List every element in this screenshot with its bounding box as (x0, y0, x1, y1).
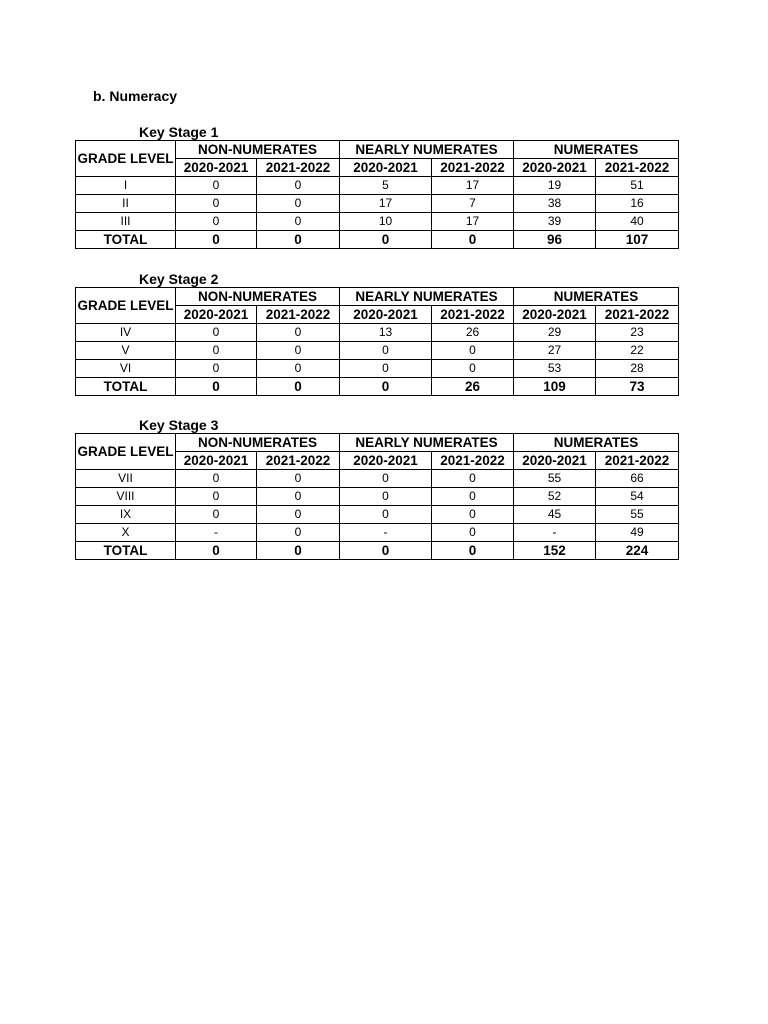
year-header: 2020-2021 (176, 159, 257, 177)
table-cell: 0 (257, 342, 340, 360)
table-row (76, 488, 679, 506)
grade-cell: X (76, 524, 176, 542)
grade-cell: V (76, 342, 176, 360)
table-cell: 45 (514, 506, 596, 524)
grade-level-header: GRADE LEVEL (76, 434, 176, 470)
table-row (76, 524, 679, 542)
table-cell: 0 (257, 177, 340, 195)
year-header: 2020-2021 (176, 306, 257, 324)
table-cell: 28 (596, 360, 679, 378)
table-cell: 0 (257, 488, 340, 506)
table-cell: 17 (432, 177, 514, 195)
table-cell: 0 (257, 506, 340, 524)
year-header: 2021-2022 (596, 306, 679, 324)
stage-label: Key Stage 2 (139, 271, 219, 287)
total-cell: 224 (596, 542, 679, 560)
total-label: TOTAL (76, 542, 176, 560)
year-header: 2021-2022 (257, 452, 340, 470)
total-cell: 96 (514, 231, 596, 249)
grade-cell: III (76, 213, 176, 231)
table-cell: 17 (432, 213, 514, 231)
non-numerates-header: NON-NUMERATES (176, 141, 340, 159)
table-row (76, 506, 679, 524)
table-row (76, 177, 679, 195)
table-cell: 0 (432, 360, 514, 378)
table-cell: 17 (340, 195, 432, 213)
table-cell: 0 (432, 524, 514, 542)
total-label: TOTAL (76, 378, 176, 396)
grade-cell: VIII (76, 488, 176, 506)
table-cell: 55 (596, 506, 679, 524)
table-cell: 38 (514, 195, 596, 213)
non-numerates-header: NON-NUMERATES (176, 288, 340, 306)
total-cell: 0 (176, 378, 257, 396)
table-cell: 29 (514, 324, 596, 342)
total-cell: 26 (432, 378, 514, 396)
total-cell: 0 (340, 378, 432, 396)
table-cell: 10 (340, 213, 432, 231)
numerates-header: NUMERATES (514, 288, 679, 306)
year-header: 2021-2022 (257, 159, 340, 177)
table-cell: - (514, 524, 596, 542)
numerates-header: NUMERATES (514, 141, 679, 159)
key-stage-2-table (75, 287, 679, 396)
total-cell: 0 (340, 231, 432, 249)
table-cell: 54 (596, 488, 679, 506)
total-cell: 152 (514, 542, 596, 560)
table-cell: 22 (596, 342, 679, 360)
table-cell: 26 (432, 324, 514, 342)
table-cell: 0 (257, 524, 340, 542)
table-cell: 0 (176, 506, 257, 524)
table-cell: 0 (340, 342, 432, 360)
table-cell: 0 (257, 195, 340, 213)
total-cell: 73 (596, 378, 679, 396)
table-cell: 0 (340, 360, 432, 378)
total-cell: 0 (176, 542, 257, 560)
table-row (76, 360, 679, 378)
table-row (76, 470, 679, 488)
table-cell: 0 (176, 195, 257, 213)
stage-label: Key Stage 1 (139, 124, 219, 140)
table-cell: 0 (432, 342, 514, 360)
year-header: 2021-2022 (257, 306, 340, 324)
total-cell: 0 (257, 378, 340, 396)
table-cell: 0 (432, 470, 514, 488)
grade-cell: I (76, 177, 176, 195)
total-cell: 0 (257, 542, 340, 560)
table-cell: 55 (514, 470, 596, 488)
table-cell: - (176, 524, 257, 542)
total-cell: 0 (257, 231, 340, 249)
table-cell: 0 (432, 488, 514, 506)
nearly-numerates-header: NEARLY NUMERATES (340, 434, 514, 452)
grade-cell: VII (76, 470, 176, 488)
year-header: 2020-2021 (340, 452, 432, 470)
table-row (76, 324, 679, 342)
total-cell: 0 (432, 542, 514, 560)
table-cell: 0 (257, 360, 340, 378)
table-cell: 53 (514, 360, 596, 378)
total-label: TOTAL (76, 231, 176, 249)
year-header: 2021-2022 (596, 452, 679, 470)
section-title: b. Numeracy (93, 88, 178, 104)
grade-cell: VI (76, 360, 176, 378)
table-cell: 52 (514, 488, 596, 506)
grade-level-header: GRADE LEVEL (76, 288, 176, 324)
total-cell: 0 (432, 231, 514, 249)
table-cell: 0 (176, 488, 257, 506)
year-header: 2021-2022 (596, 159, 679, 177)
table-cell: 5 (340, 177, 432, 195)
table-cell: 13 (340, 324, 432, 342)
numerates-header: NUMERATES (514, 434, 679, 452)
table-cell: 7 (432, 195, 514, 213)
grade-cell: IX (76, 506, 176, 524)
table-cell: 27 (514, 342, 596, 360)
table-row (76, 342, 679, 360)
non-numerates-header: NON-NUMERATES (176, 434, 340, 452)
total-cell: 107 (596, 231, 679, 249)
nearly-numerates-header: NEARLY NUMERATES (340, 288, 514, 306)
year-header: 2020-2021 (514, 159, 596, 177)
table-cell: 0 (176, 342, 257, 360)
table-row (76, 213, 679, 231)
grade-level-header: GRADE LEVEL (76, 141, 176, 177)
table-cell: 40 (596, 213, 679, 231)
table-cell: 0 (176, 213, 257, 231)
year-header: 2020-2021 (340, 306, 432, 324)
table-cell: 0 (257, 470, 340, 488)
total-cell: 0 (340, 542, 432, 560)
key-stage-3-table (75, 433, 679, 560)
total-row (76, 542, 679, 560)
table-cell: 0 (340, 506, 432, 524)
table-cell: 0 (176, 177, 257, 195)
key-stage-1-table (75, 140, 679, 249)
year-header: 2020-2021 (340, 159, 432, 177)
table-cell: 23 (596, 324, 679, 342)
table-row (76, 195, 679, 213)
table-cell: 0 (257, 213, 340, 231)
total-cell: 0 (176, 231, 257, 249)
table-cell: 19 (514, 177, 596, 195)
table-cell: 0 (176, 470, 257, 488)
year-header: 2021-2022 (432, 159, 514, 177)
year-header: 2020-2021 (514, 452, 596, 470)
key-stage-1-block (75, 124, 678, 249)
year-header: 2021-2022 (432, 306, 514, 324)
nearly-numerates-header: NEARLY NUMERATES (340, 141, 514, 159)
year-header: 2020-2021 (514, 306, 596, 324)
grade-cell: II (76, 195, 176, 213)
table-cell: 0 (340, 488, 432, 506)
table-cell: - (340, 524, 432, 542)
table-cell: 51 (596, 177, 679, 195)
key-stage-2-block (75, 271, 678, 396)
year-header: 2020-2021 (176, 452, 257, 470)
total-row (76, 231, 679, 249)
table-cell: 0 (257, 324, 340, 342)
key-stage-3-block (75, 417, 678, 560)
table-cell: 0 (340, 470, 432, 488)
stage-label: Key Stage 3 (139, 417, 219, 433)
total-cell: 109 (514, 378, 596, 396)
table-cell: 0 (176, 324, 257, 342)
table-cell: 16 (596, 195, 679, 213)
grade-cell: IV (76, 324, 176, 342)
table-cell: 49 (596, 524, 679, 542)
table-cell: 0 (432, 506, 514, 524)
table-cell: 66 (596, 470, 679, 488)
table-cell: 39 (514, 213, 596, 231)
table-cell: 0 (176, 360, 257, 378)
total-row (76, 378, 679, 396)
year-header: 2021-2022 (432, 452, 514, 470)
